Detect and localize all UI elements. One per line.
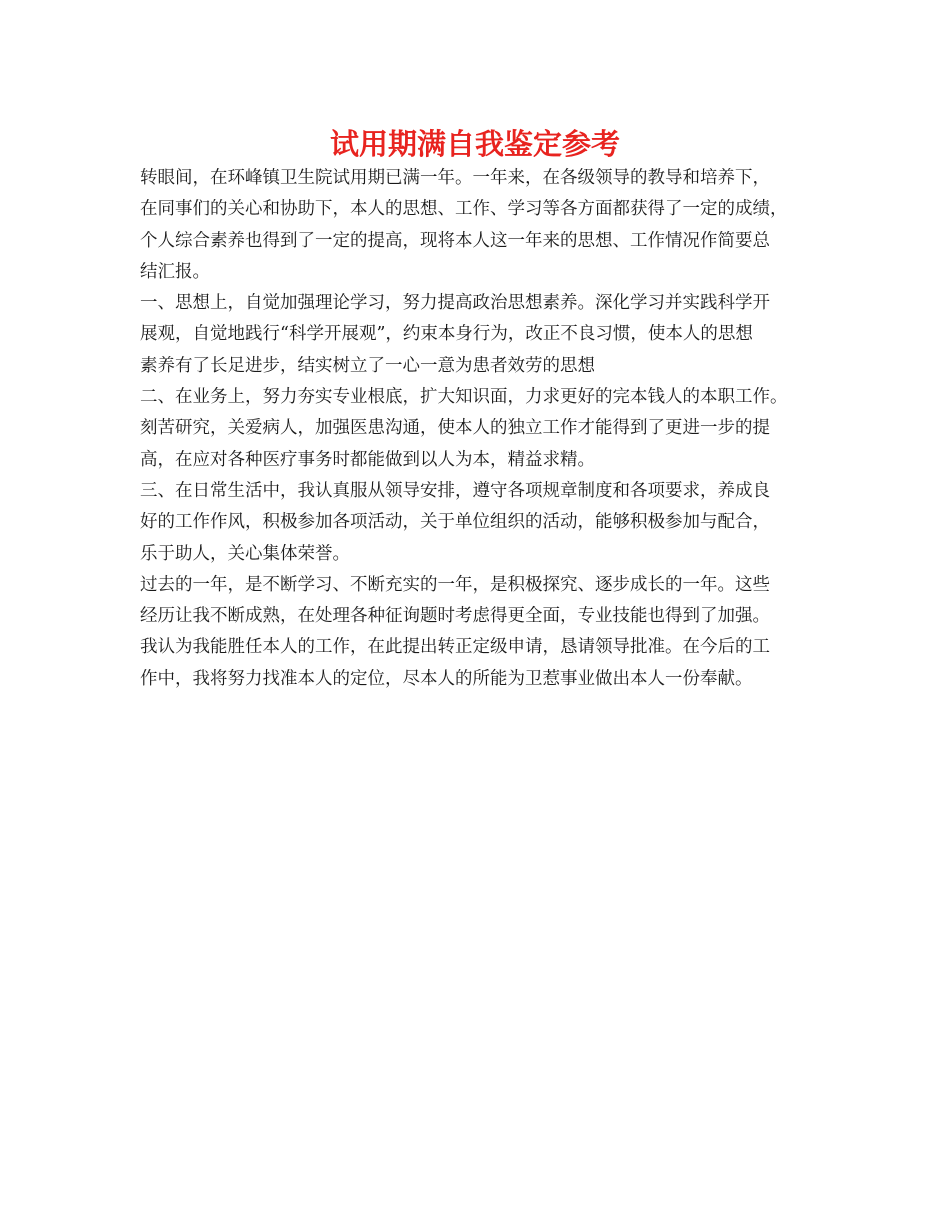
- body-line: 作中，我将努力找准本人的定位，尽本人的所能为卫惹事业做出本人一份奉献。: [140, 668, 753, 689]
- body-line: 一、思想上，自觉加强理论学习，努力提高政治思想素养。深化学习并实践科学开: [140, 293, 770, 314]
- body-line: 我认为我能胜任本人的工作，在此提出转正定级申请，恳请领导批准。在今后的工: [140, 637, 770, 658]
- body-line: 刻苦研究，关爱病人，加强医患沟通，使本人的独立工作才能得到了更进一步的提: [140, 418, 770, 439]
- body-line: 高，在应对各种医疗事务时都能做到以人为本，精益求精。: [140, 449, 595, 470]
- body-line: 经历让我不断成熟，在处理各种征询题时考虑得更全面，专业技能也得到了加强。: [140, 606, 770, 627]
- body-line: 结汇报。: [140, 261, 210, 282]
- body-line: 个人综合素养也得到了一定的提高，现将本人这一年来的思想、工作情况作简要总: [140, 230, 770, 251]
- body-line: 好的工作作风，积极参加各项活动，关于单位组织的活动，能够积极参加与配合，: [140, 512, 770, 533]
- body-line: 过去的一年，是不断学习、不断充实的一年，是积极探究、逐步成长的一年。这些: [140, 574, 770, 595]
- body-line: 乐于助人，关心集体荣誉。: [140, 543, 350, 564]
- body-line: 二、在业务上，努力夯实专业根底，扩大知识面，力求更好的完本钱人的本职工作。: [140, 387, 788, 408]
- body-line: 素养有了长足进步，结实树立了一心一意为患者效劳的思想: [140, 355, 595, 376]
- body-line: 转眼间，在环峰镇卫生院试用期已满一年。一年来，在各级领导的教导和培养下，: [140, 168, 770, 188]
- document-title: 试用期满自我鉴定参考: [329, 127, 620, 161]
- body-line: 展观，自觉地践行“科学开展观”，约束本身行为，改正不良习惯，使本人的思想: [140, 324, 753, 345]
- body-line: 在同事们的关心和协助下，本人的思想、工作、学习等各方面都获得了一定的成绩，: [140, 199, 788, 220]
- document-body: [140, 163, 830, 695]
- body-line: 三、在日常生活中，我认真服从领导安排，遵守各项规章制度和各项要求，养成良: [140, 480, 770, 501]
